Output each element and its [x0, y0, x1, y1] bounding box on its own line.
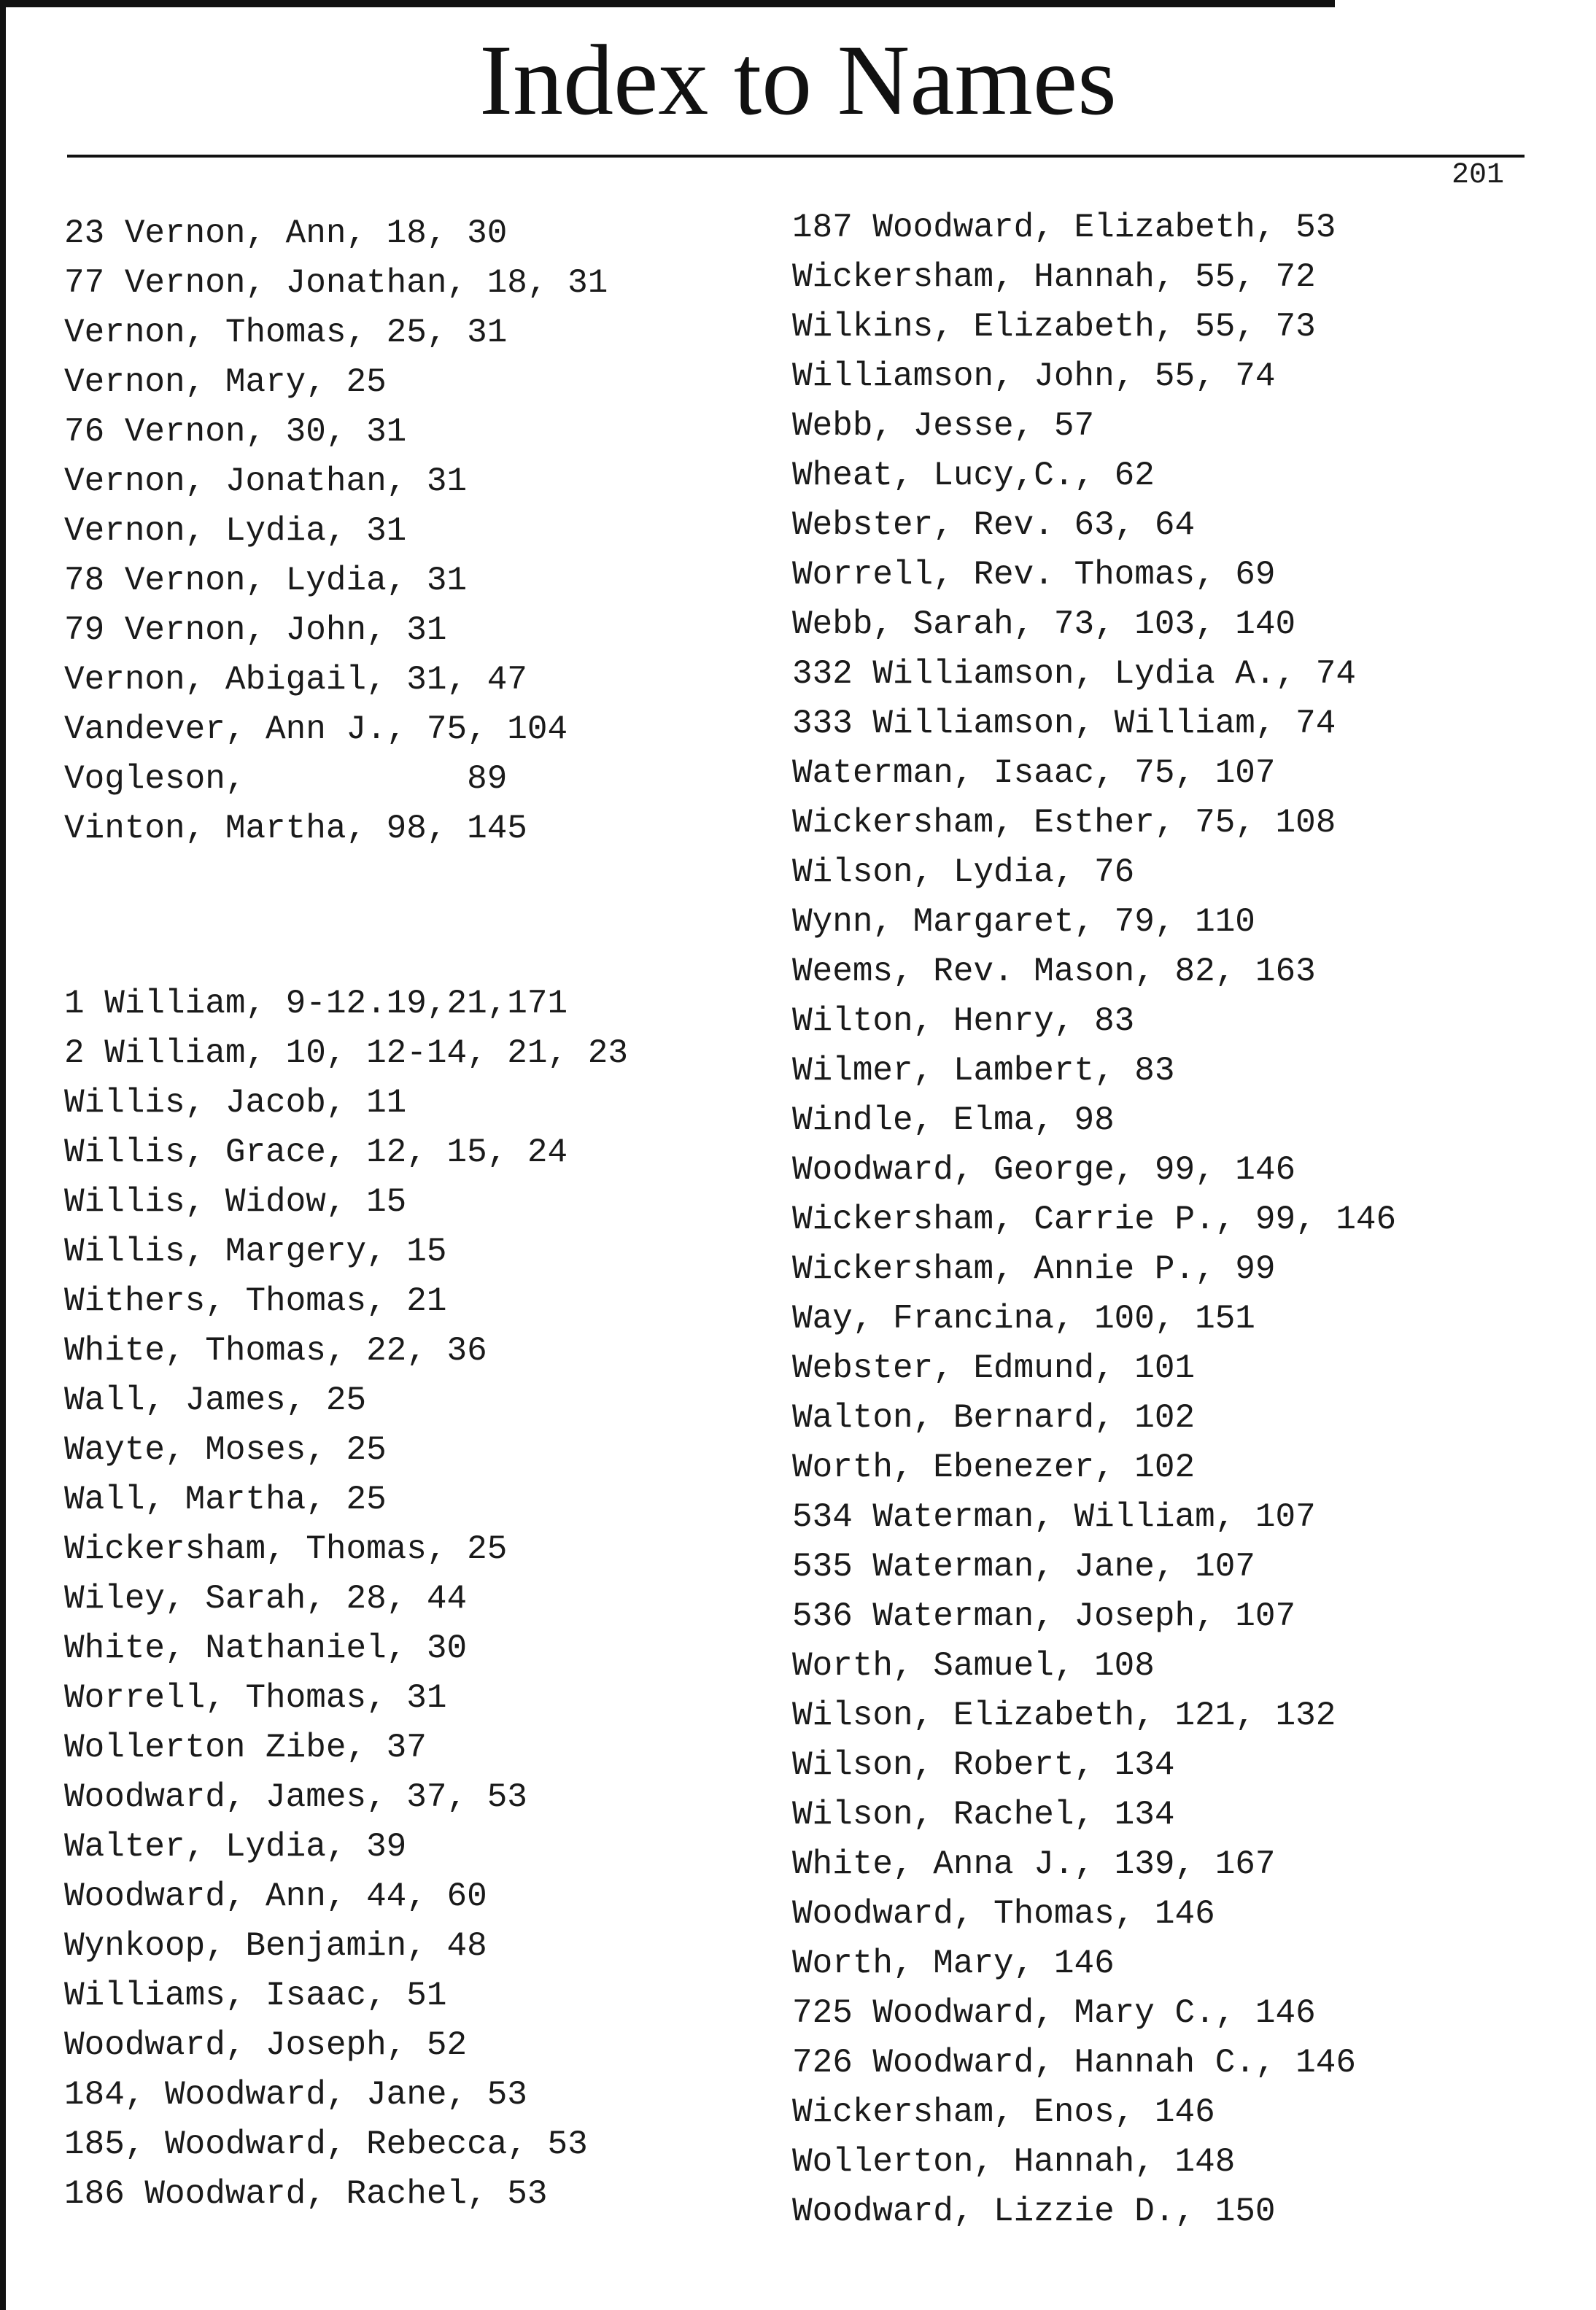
index-entry: Webb, Jesse, 57 — [792, 407, 1095, 445]
index-entry: Woodward, Joseph, 52 — [64, 2026, 468, 2064]
index-entry: Woodward, Lizzie D., 150 — [792, 2193, 1276, 2230]
index-entry: Vandever, Ann J., 75, 104 — [64, 710, 568, 748]
index-entry: Wickersham, Hannah, 55, 72 — [792, 258, 1316, 296]
index-entry: 77 Vernon, Jonathan, 18, 31 — [64, 264, 608, 302]
index-entry: 333 Williamson, William, 74 — [792, 705, 1336, 743]
index-entry: Windle, Elma, 98 — [792, 1101, 1115, 1139]
index-entry: 186 Woodward, Rachel, 53 — [64, 2175, 548, 2213]
index-entry: Willis, Widow, 15 — [64, 1183, 407, 1221]
index-entry: 534 Waterman, William, 107 — [792, 1498, 1316, 1536]
index-entry: 187 Woodward, Elizabeth, 53 — [792, 209, 1336, 247]
index-entry: Vernon, Mary, 25 — [64, 363, 387, 401]
page-title: Index to Names — [479, 24, 1117, 136]
index-entry: 1 William, 9-12.19,21,171 — [64, 985, 568, 1023]
page-top-edge — [0, 0, 1335, 7]
index-entry: Wilkins, Elizabeth, 55, 73 — [792, 308, 1316, 346]
page-number: 201 — [1452, 159, 1505, 192]
index-entry: 76 Vernon, 30, 31 — [64, 413, 407, 451]
index-entry: White, Nathaniel, 30 — [64, 1629, 468, 1667]
index-entry: White, Thomas, 22, 36 — [64, 1332, 487, 1370]
index-entry: Webster, Rev. 63, 64 — [792, 506, 1196, 544]
index-entry: Woodward, George, 99, 146 — [792, 1151, 1296, 1189]
index-entry: Vernon, Thomas, 25, 31 — [64, 314, 508, 352]
index-entry: Wickersham, Esther, 75, 108 — [792, 804, 1336, 842]
index-entry: Walter, Lydia, 39 — [64, 1828, 407, 1866]
index-entry: 332 Williamson, Lydia A., 74 — [792, 655, 1356, 693]
index-entry: Wickersham, Thomas, 25 — [64, 1530, 508, 1568]
index-entry: Wilson, Elizabeth, 121, 132 — [792, 1697, 1336, 1735]
index-entry: Willis, Jacob, 11 — [64, 1084, 407, 1122]
index-entry: Webb, Sarah, 73, 103, 140 — [792, 605, 1296, 643]
index-entry: Wickersham, Annie P., 99 — [792, 1250, 1276, 1288]
index-entry: Wollerton Zibe, 37 — [64, 1729, 427, 1767]
page-left-edge — [0, 0, 6, 2310]
index-entry: Webster, Edmund, 101 — [792, 1349, 1196, 1387]
index-entry: Walton, Bernard, 102 — [792, 1399, 1196, 1437]
index-entry: Worrell, Thomas, 31 — [64, 1679, 447, 1717]
index-entry: Waterman, Isaac, 75, 107 — [792, 754, 1276, 792]
index-entry: Williams, Isaac, 51 — [64, 1977, 447, 2015]
index-entry: 185, Woodward, Rebecca, 53 — [64, 2125, 588, 2163]
index-entry: Wilson, Rachel, 134 — [792, 1796, 1175, 1834]
index-entry: Willis, Margery, 15 — [64, 1233, 447, 1271]
title-rule — [67, 155, 1525, 158]
index-entry: 2 William, 10, 12-14, 21, 23 — [64, 1034, 628, 1072]
index-entry: Vogleson, 89 — [64, 760, 508, 798]
index-entry: Wilson, Lydia, 76 — [792, 853, 1135, 891]
index-entry: Woodward, Thomas, 146 — [792, 1895, 1215, 1933]
index-entry: Woodward, James, 37, 53 — [64, 1778, 527, 1816]
index-entry: Vernon, Abigail, 31, 47 — [64, 661, 527, 699]
index-entry: Wall, James, 25 — [64, 1381, 367, 1419]
index-entry: 536 Waterman, Joseph, 107 — [792, 1597, 1296, 1635]
index-entry: Worth, Samuel, 108 — [792, 1647, 1155, 1685]
index-entry: Wilmer, Lambert, 83 — [792, 1052, 1175, 1090]
index-entry: 23 Vernon, Ann, 18, 30 — [64, 214, 508, 252]
index-entry: Vinton, Martha, 98, 145 — [64, 810, 527, 848]
index-entry: Vernon, Jonathan, 31 — [64, 462, 468, 500]
index-entry: Way, Francina, 100, 151 — [792, 1300, 1255, 1338]
index-entry: Wickersham, Enos, 146 — [792, 2093, 1215, 2131]
index-entry: 78 Vernon, Lydia, 31 — [64, 562, 468, 600]
index-entry: Wilson, Robert, 134 — [792, 1746, 1175, 1784]
index-entry: Wynn, Margaret, 79, 110 — [792, 903, 1255, 941]
index-entry: 79 Vernon, John, 31 — [64, 611, 447, 649]
index-entry: Withers, Thomas, 21 — [64, 1282, 447, 1320]
index-entry: Weems, Rev. Mason, 82, 163 — [792, 953, 1316, 991]
index-entry: Wollerton, Hannah, 148 — [792, 2143, 1236, 2181]
index-entry: Wall, Martha, 25 — [64, 1481, 387, 1519]
index-entry: Worth, Mary, 146 — [792, 1945, 1115, 1983]
index-entry: Willis, Grace, 12, 15, 24 — [64, 1133, 568, 1171]
index-entry: Wheat, Lucy,C., 62 — [792, 457, 1155, 495]
index-entry: 726 Woodward, Hannah C., 146 — [792, 2044, 1356, 2082]
index-entry: Wayte, Moses, 25 — [64, 1431, 387, 1469]
index-entry: White, Anna J., 139, 167 — [792, 1845, 1276, 1883]
index-entry: Worth, Ebenezer, 102 — [792, 1449, 1196, 1487]
index-entry: Worrell, Rev. Thomas, 69 — [792, 556, 1276, 594]
index-entry: Wickersham, Carrie P., 99, 146 — [792, 1201, 1397, 1239]
index-entry: Wiley, Sarah, 28, 44 — [64, 1580, 468, 1618]
index-entry: 725 Woodward, Mary C., 146 — [792, 1994, 1316, 2032]
index-entry: Wynkoop, Benjamin, 48 — [64, 1927, 487, 1965]
index-entry: Vernon, Lydia, 31 — [64, 512, 407, 550]
index-entry: 535 Waterman, Jane, 107 — [792, 1548, 1255, 1586]
index-entry: 184, Woodward, Jane, 53 — [64, 2076, 527, 2114]
index-entry: Williamson, John, 55, 74 — [792, 357, 1276, 395]
index-entry: Wilton, Henry, 83 — [792, 1002, 1135, 1040]
index-entry: Woodward, Ann, 44, 60 — [64, 1877, 487, 1915]
